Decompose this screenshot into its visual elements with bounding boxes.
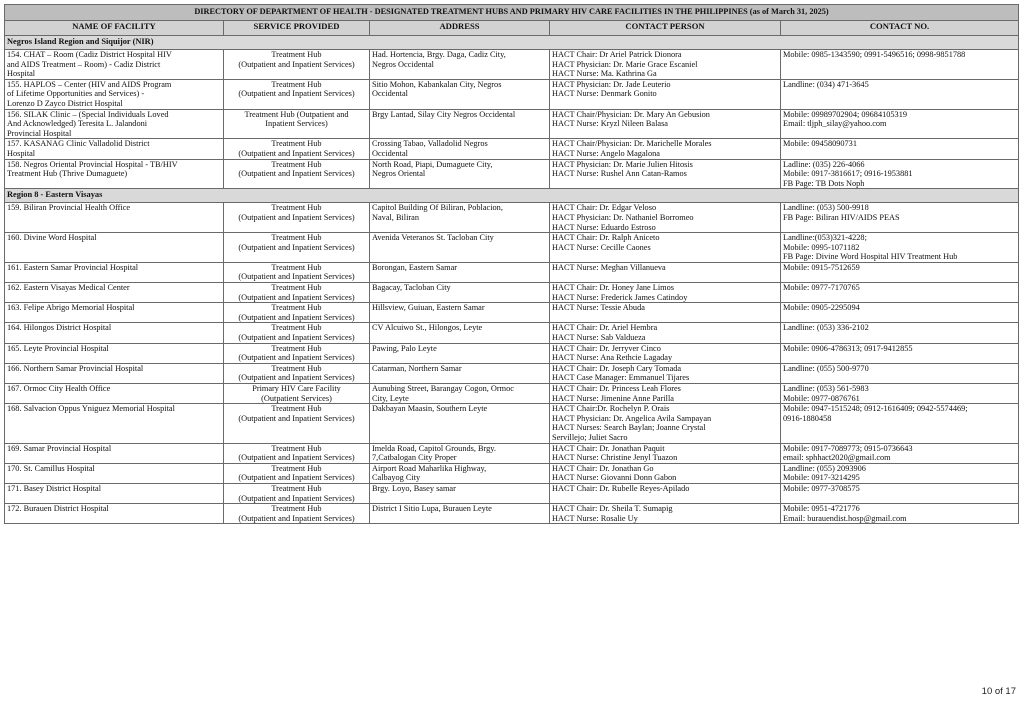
cell-line: Hospital	[7, 148, 36, 158]
cell-line: 170. St. Camillus Hospital	[7, 463, 95, 473]
cell-line: (Outpatient and Inpatient Services)	[238, 148, 355, 158]
cell-line: Mobile: 0995-1071182	[783, 242, 860, 252]
contact-number-cell	[781, 483, 1019, 503]
facility-name-cell	[5, 504, 224, 524]
cell-line: (Outpatient and Inpatient Services)	[238, 473, 355, 483]
facility-name-cell	[5, 323, 224, 343]
service-provided-cell	[224, 50, 370, 80]
facility-name-cell	[5, 463, 224, 483]
cell-line: (Outpatient Services)	[261, 393, 332, 403]
cell-line: Treatment Hub (Thrive Dumaguete)	[7, 169, 128, 179]
cell-line: Mobile: 0977-3708575	[783, 483, 860, 493]
cell-line: Treatment Hub	[271, 463, 322, 473]
service-provided-cell	[224, 384, 370, 404]
table-row	[5, 50, 1019, 80]
service-provided-cell	[224, 233, 370, 263]
cell-line: HACT Nurse: Giovanni Donn Gabon	[552, 473, 677, 483]
facility-name-cell	[5, 363, 224, 383]
cell-line: Mobile: 09458090731	[783, 139, 857, 149]
cell-line: Borongan, Eastern Samar	[372, 262, 458, 272]
service-provided-cell	[224, 79, 370, 109]
service-provided-cell	[224, 303, 370, 323]
column-header-service: SERVICE PROVIDED	[224, 21, 370, 36]
cell-line: Capitol Building Of Biliran, Poblacion,	[372, 203, 503, 213]
cell-line: HACT Chair:Dr. Rochelyn P. Orais	[552, 404, 670, 414]
cell-line: HACT Chair: Dr. Jonathan Paquit	[552, 443, 665, 453]
cell-line: HACT Chair: Dr Ariel Patrick Dionora	[552, 50, 682, 59]
contact-person-cell	[550, 262, 781, 282]
table-row	[5, 303, 1019, 323]
cell-line: HACT Physician: Dr. Angelica Avila Sampayan	[552, 413, 712, 423]
address-cell	[370, 50, 550, 80]
cell-line: Imelda Road, Capitol Grounds, Brgy.	[372, 443, 496, 453]
facility-name-cell	[5, 343, 224, 363]
cell-line: North Road, Piapi, Dumaguete City,	[372, 159, 493, 169]
cell-line: HACT Chair: Dr. Joseph Cary Tomada	[552, 363, 682, 373]
cell-line: 158. Negros Oriental Provincial Hospital - TB/HIV	[7, 159, 178, 169]
facility-name-cell	[5, 159, 224, 189]
document-title: DIRECTORY OF DEPARTMENT OF HEALTH - DESIGNATED TREATMENT HUBS AND PRIMARY HIV CARE FACILITIES IN THE PHILIPPINES (as of March 31, 2025)	[5, 5, 1019, 21]
facility-name-cell	[5, 384, 224, 404]
facility-name-cell	[5, 203, 224, 233]
contact-number-cell	[781, 109, 1019, 139]
address-cell	[370, 483, 550, 503]
cell-line: And Acknowledged) Teresita L. Jalandoni	[7, 119, 148, 129]
cell-line: Landline: (053) 336-2102	[783, 323, 869, 333]
cell-line: (Outpatient and Inpatient Services)	[238, 353, 355, 363]
cell-line: HACT Nurse: Rosalie Uy	[552, 513, 638, 523]
cell-line: 156. SILAK Clinic – (Special Individuals Loved	[7, 109, 169, 119]
contact-number-cell	[781, 79, 1019, 109]
cell-line: (Outpatient and Inpatient Services)	[238, 212, 355, 222]
address-cell	[370, 262, 550, 282]
cell-line: Treatment Hub	[271, 363, 322, 373]
service-provided-cell	[224, 262, 370, 282]
contact-number-cell	[781, 404, 1019, 443]
cell-line: Treatment Hub	[271, 50, 322, 59]
service-provided-cell	[224, 203, 370, 233]
cell-line: 157. KASANAG Clinic Valladolid District	[7, 139, 150, 149]
cell-line: Calbayog City	[372, 473, 421, 483]
cell-line: HACT Nurse: Jimenine Anne Parilla	[552, 393, 674, 403]
cell-line: HACT Physician: Dr. Nathaniel Borromeo	[552, 212, 694, 222]
table-row	[5, 343, 1019, 363]
cell-line: Treatment Hub	[271, 79, 322, 89]
cell-line: Negros Occidental	[372, 59, 434, 69]
cell-line: (Outpatient and Inpatient Services)	[238, 312, 355, 322]
cell-line: 168. Salvacion Oppus Yniguez Memorial Hospital	[7, 404, 175, 414]
cell-line: HACT Chair: Dr. Ariel Hembra	[552, 323, 658, 333]
cell-line: 163. Felipe Abrigo Memorial Hospital	[7, 303, 135, 313]
contact-person-cell	[550, 463, 781, 483]
cell-line: 7,Catbalogan City Proper	[372, 453, 457, 463]
contact-person-cell	[550, 323, 781, 343]
cell-line: HACT Case Manager: Emmanuel Tijares	[552, 373, 690, 383]
cell-line: Mobile: 0947-1515248; 0912-1616409; 0942-5574469;	[783, 404, 968, 414]
region-row	[5, 189, 1019, 203]
table-row	[5, 109, 1019, 139]
cell-line: Mobile: 09989702904; 09684105319	[783, 109, 907, 119]
cell-line: Avenida Veteranos St. Tacloban City	[372, 233, 494, 243]
cell-line: Landline: (053) 500-9918	[783, 203, 869, 213]
address-cell	[370, 233, 550, 263]
contact-person-cell	[550, 343, 781, 363]
table-row	[5, 262, 1019, 282]
table-row	[5, 404, 1019, 443]
cell-line: and AIDS Treatment – Room) - Cadiz District	[7, 59, 161, 69]
cell-line: Treatment Hub (Outpatient and	[244, 109, 349, 119]
cell-line: 160. Divine Word Hospital	[7, 233, 97, 243]
contact-person-cell	[550, 363, 781, 383]
table-row	[5, 463, 1019, 483]
contact-number-cell	[781, 363, 1019, 383]
cell-line: Landline: (055) 2093906	[783, 463, 866, 473]
region-heading: Negros Island Region and Siquijor (NIR)	[5, 36, 1019, 50]
cell-line: 166. Northern Samar Provincial Hospital	[7, 363, 144, 373]
cell-line: Ladline: (035) 226-4066	[783, 159, 865, 169]
table-row	[5, 203, 1019, 233]
table-row	[5, 323, 1019, 343]
cell-line: 0916-1880458	[783, 413, 832, 423]
cell-line: Mobile: 0915-7512659	[783, 262, 860, 272]
cell-line: Treatment Hub	[271, 262, 322, 272]
cell-line: 159. Biliran Provincial Health Office	[7, 203, 131, 213]
facility-name-cell	[5, 50, 224, 80]
directory-sheet	[4, 4, 1018, 524]
cell-line: Catarman, Northern Samar	[372, 363, 462, 373]
column-header-contact-person: CONTACT PERSON	[550, 21, 781, 36]
cell-line: Mobile: 0977-7170765	[783, 283, 860, 293]
cell-line: Lorenzo D Zayco District Hospital	[7, 98, 123, 108]
cell-line: HACT Chair: Dr. Edgar Veloso	[552, 203, 657, 213]
cell-line: HACT Chair/Physician: Dr. Marichelle Morales	[552, 139, 712, 149]
contact-person-cell	[550, 109, 781, 139]
cell-line: Mobile: 0917-7089773; 0915-0736643	[783, 443, 913, 453]
cell-line: HACT Nurse: Angelo Magalona	[552, 148, 660, 158]
cell-line: HACT Chair: Dr. Jerryver Cinco	[552, 343, 661, 353]
cell-line: Mobile: 0917-3214295	[783, 473, 860, 483]
cell-line: Treatment Hub	[271, 139, 322, 149]
cell-line: Servillejo; Juliet Sacro	[552, 432, 628, 442]
cell-line: Landline: (053) 561-5983	[783, 384, 869, 393]
service-provided-cell	[224, 323, 370, 343]
service-provided-cell	[224, 109, 370, 139]
address-cell	[370, 303, 550, 323]
cell-line: HACT Chair: Dr. Sheila T. Sumapig	[552, 504, 673, 514]
cell-line: HACT Nurse: Meghan Villanueva	[552, 262, 666, 272]
cell-line: HACT Physician: Dr. Jade Leuterio	[552, 79, 671, 89]
cell-line: Mobile: 0905-2295094	[783, 303, 860, 313]
cell-line: HACT Nurse: Sab Valdueza	[552, 333, 646, 343]
cell-line: 172. Burauen District Hospital	[7, 504, 109, 514]
service-provided-cell	[224, 283, 370, 303]
cell-line: HACT Nurses: Search Baylan; Joanne Crystal	[552, 423, 706, 433]
table-row	[5, 483, 1019, 503]
cell-line: Had. Hortencia, Brgy. Daga, Cadiz City,	[372, 50, 506, 59]
cell-line: HACT Nurse: Cecille Caones	[552, 242, 651, 252]
contact-person-cell	[550, 50, 781, 80]
cell-line: 164. Hilongos District Hospital	[7, 323, 112, 333]
cell-line: 169. Samar Provincial Hospital	[7, 443, 112, 453]
cell-line: of Lifetime Opportunities and Services) -	[7, 89, 145, 99]
contact-person-cell	[550, 203, 781, 233]
contact-person-cell	[550, 443, 781, 463]
region-row	[5, 36, 1019, 50]
address-cell	[370, 363, 550, 383]
service-provided-cell	[224, 483, 370, 503]
cell-line: Hospital	[7, 69, 36, 79]
page-number: 10 of 17	[981, 686, 1016, 697]
contact-number-cell	[781, 159, 1019, 189]
cell-line: Treatment Hub	[271, 303, 322, 313]
table-row	[5, 139, 1019, 159]
contact-number-cell	[781, 303, 1019, 323]
cell-line: HACT Nurse: Ma. Kathrina Ga	[552, 69, 657, 79]
cell-line: HACT Nurse: Christine Jenyl Tuazon	[552, 453, 678, 463]
contact-number-cell	[781, 323, 1019, 343]
cell-line: (Outpatient and Inpatient Services)	[238, 493, 355, 503]
cell-line: HACT Chair: Dr. Ralph Aniceto	[552, 233, 660, 243]
contact-number-cell	[781, 50, 1019, 80]
service-provided-cell	[224, 504, 370, 524]
contact-number-cell	[781, 443, 1019, 463]
cell-line: Email: burauendist.hosp@gmail.com	[783, 513, 907, 523]
table-row	[5, 363, 1019, 383]
cell-line: Treatment Hub	[271, 233, 322, 243]
contact-person-cell	[550, 483, 781, 503]
cell-line: HACT Chair/Physician: Dr. Mary An Gebusion	[552, 109, 710, 119]
cell-line: Landline: (055) 500-9770	[783, 363, 869, 373]
cell-line: Treatment Hub	[271, 343, 322, 353]
cell-line: HACT Nurse: Frederick James Catindoy	[552, 292, 688, 302]
contact-number-cell	[781, 463, 1019, 483]
column-header-facility: NAME OF FACILITY	[5, 21, 224, 36]
column-header-contact-no: CONTACT NO.	[781, 21, 1019, 36]
cell-line: Mobile: 0917-3816617; 0916-1953881	[783, 169, 913, 179]
address-cell	[370, 109, 550, 139]
cell-line: HACT Chair: Dr. Rubelle Reyes-Apilado	[552, 483, 690, 493]
cell-line: Mobile: 0977-0876761	[783, 393, 860, 403]
cell-line: Primary HIV Care Facility	[252, 384, 341, 393]
cell-line: Treatment Hub	[271, 283, 322, 293]
service-provided-cell	[224, 159, 370, 189]
cell-line: Treatment Hub	[271, 504, 322, 514]
cell-line: (Outpatient and Inpatient Services)	[238, 59, 355, 69]
address-cell	[370, 404, 550, 443]
service-provided-cell	[224, 404, 370, 443]
cell-line: Naval, Biliran	[372, 212, 420, 222]
cell-line: HACT Chair: Dr. Honey Jane Limos	[552, 283, 674, 293]
cell-line: (Outpatient and Inpatient Services)	[238, 513, 355, 523]
cell-line: Treatment Hub	[271, 483, 322, 493]
table-row	[5, 443, 1019, 463]
cell-line: 161. Eastern Samar Provincial Hospital	[7, 262, 139, 272]
contact-number-cell	[781, 504, 1019, 524]
contact-number-cell	[781, 262, 1019, 282]
service-provided-cell	[224, 463, 370, 483]
address-cell	[370, 443, 550, 463]
cell-line: Treatment Hub	[271, 323, 322, 333]
cell-line: 155. HAPLOS – Center (HIV and AIDS Program	[7, 79, 172, 89]
cell-line: HACT Nurse: Rushel Ann Catan-Ramos	[552, 169, 687, 179]
cell-line: 165. Leyte Provincial Hospital	[7, 343, 109, 353]
cell-line: HACT Nurse: Ana Rethcie Lagaday	[552, 353, 673, 363]
table-row	[5, 384, 1019, 404]
cell-line: (Outpatient and Inpatient Services)	[238, 272, 355, 282]
column-header-address: ADDRESS	[370, 21, 550, 36]
facility-name-cell	[5, 79, 224, 109]
contact-person-cell	[550, 159, 781, 189]
contact-number-cell	[781, 283, 1019, 303]
facility-name-cell	[5, 443, 224, 463]
cell-line: FB Page: Biliran HIV/AIDS PEAS	[783, 212, 900, 222]
facility-name-cell	[5, 404, 224, 443]
address-cell	[370, 139, 550, 159]
cell-line: HACT Nurse: Eduardo Estroso	[552, 222, 656, 232]
cell-line: Airport Road Maharlika Highway,	[372, 463, 487, 473]
cell-line: (Outpatient and Inpatient Services)	[238, 453, 355, 463]
contact-person-cell	[550, 404, 781, 443]
cell-line: (Outpatient and Inpatient Services)	[238, 373, 355, 383]
contact-person-cell	[550, 79, 781, 109]
facility-name-cell	[5, 262, 224, 282]
address-cell	[370, 504, 550, 524]
facility-name-cell	[5, 139, 224, 159]
contact-person-cell	[550, 504, 781, 524]
service-provided-cell	[224, 363, 370, 383]
cell-line: Occidental	[372, 148, 408, 158]
cell-line: HACT Physician: Dr. Marie Grace Escaniel	[552, 59, 698, 69]
cell-line: Negros Oriental	[372, 169, 426, 179]
facility-name-cell	[5, 283, 224, 303]
cell-line: FB Page: TB Dots Noph	[783, 178, 865, 188]
cell-line: 167. Ormoc City Health Office	[7, 384, 111, 393]
cell-line: 171. Basey District Hospital	[7, 483, 102, 493]
contact-number-cell	[781, 139, 1019, 159]
cell-line: Mobile: 0906-4786313; 0917-9412855	[783, 343, 913, 353]
cell-line: HACT Nurse: Kryzl Nileen Balasa	[552, 119, 668, 129]
cell-line: Pawing, Palo Leyte	[372, 343, 437, 353]
facility-name-cell	[5, 233, 224, 263]
cell-line: (Outpatient and Inpatient Services)	[238, 413, 355, 423]
contact-person-cell	[550, 303, 781, 323]
table-body	[5, 36, 1019, 524]
address-cell	[370, 203, 550, 233]
table-row	[5, 79, 1019, 109]
cell-line: Landline:(053)321-4228;	[783, 233, 867, 243]
contact-number-cell	[781, 233, 1019, 263]
cell-line: (Outpatient and Inpatient Services)	[238, 292, 355, 302]
region-heading: Region 8 - Eastern Visayas	[5, 189, 1019, 203]
contact-number-cell	[781, 384, 1019, 404]
cell-line: (Outpatient and Inpatient Services)	[238, 89, 355, 99]
cell-line: Treatment Hub	[271, 159, 322, 169]
cell-line: email: sphhact2020@gmail.com	[783, 453, 891, 463]
cell-line: (Outpatient and Inpatient Services)	[238, 169, 355, 179]
cell-line: HACT Physician: Dr. Marie Julien Hitosis	[552, 159, 693, 169]
cell-line: HACT Chair: Dr. Princess Leah Flores	[552, 384, 681, 393]
cell-line: Provincial Hospital	[7, 128, 72, 138]
cell-line: Brgy Lantad, Silay City Negros Occidental	[372, 109, 516, 119]
service-provided-cell	[224, 343, 370, 363]
contact-person-cell	[550, 283, 781, 303]
address-cell	[370, 283, 550, 303]
cell-line: HACT Chair: Dr. Jonathan Go	[552, 463, 654, 473]
contact-person-cell	[550, 384, 781, 404]
table-row	[5, 504, 1019, 524]
cell-line: Sitio Mohon, Kabankalan City, Negros	[372, 79, 502, 89]
address-cell	[370, 323, 550, 343]
cell-line: City, Leyte	[372, 393, 409, 403]
cell-line: Crossing Tabao, Valladolid Negros	[372, 139, 488, 149]
cell-line: (Outpatient and Inpatient Services)	[238, 242, 355, 252]
address-cell	[370, 384, 550, 404]
address-cell	[370, 343, 550, 363]
contact-person-cell	[550, 233, 781, 263]
facility-name-cell	[5, 303, 224, 323]
cell-line: Occidental	[372, 89, 408, 99]
cell-line: Mobile: 0951-4721776	[783, 504, 860, 514]
cell-line: Hillsview, Guiuan, Eastern Samar	[372, 303, 485, 313]
cell-line: (Outpatient and Inpatient Services)	[238, 333, 355, 343]
facility-name-cell	[5, 483, 224, 503]
cell-line: Brgy. Loyo, Basey samar	[372, 483, 456, 493]
address-cell	[370, 159, 550, 189]
cell-line: Mobile: 0985-1343590; 0991-5496516; 0998-9851788	[783, 50, 966, 59]
table-row	[5, 283, 1019, 303]
service-provided-cell	[224, 443, 370, 463]
cell-line: Email: tljph_silay@yahoo.com	[783, 119, 887, 129]
service-provided-cell	[224, 139, 370, 159]
address-cell	[370, 463, 550, 483]
directory-table	[4, 4, 1019, 524]
contact-number-cell	[781, 203, 1019, 233]
contact-person-cell	[550, 139, 781, 159]
cell-line: Bagacay, Tacloban City	[372, 283, 451, 293]
cell-line: Treatment Hub	[271, 203, 322, 213]
cell-line: CV Alcuiwo St., Hilongos, Leyte	[372, 323, 483, 333]
cell-line: Treatment Hub	[271, 443, 322, 453]
table-row	[5, 159, 1019, 189]
cell-line: Inpatient Services)	[265, 119, 328, 129]
table-row	[5, 233, 1019, 263]
cell-line: 162. Eastern Visayas Medical Center	[7, 283, 130, 293]
cell-line: 154. CHAT – Room (Cadiz District Hospital HIV	[7, 50, 172, 59]
cell-line: FB Page: Divine Word Hospital HIV Treatment Hub	[783, 252, 958, 262]
address-cell	[370, 79, 550, 109]
cell-line: Treatment Hub	[271, 404, 322, 414]
cell-line: District I Sitio Lupa, Burauen Leyte	[372, 504, 492, 514]
cell-line: HACT Nurse: Denmark Gonito	[552, 89, 657, 99]
facility-name-cell	[5, 109, 224, 139]
contact-number-cell	[781, 343, 1019, 363]
cell-line: HACT Nurse: Tessie Abuda	[552, 303, 645, 313]
cell-line: Dakbayan Maasin, Southern Leyte	[372, 404, 488, 414]
cell-line: Landline: (034) 471-3645	[783, 79, 869, 89]
cell-line: Aunubing Street, Barangay Cogon, Ormoc	[372, 384, 514, 393]
